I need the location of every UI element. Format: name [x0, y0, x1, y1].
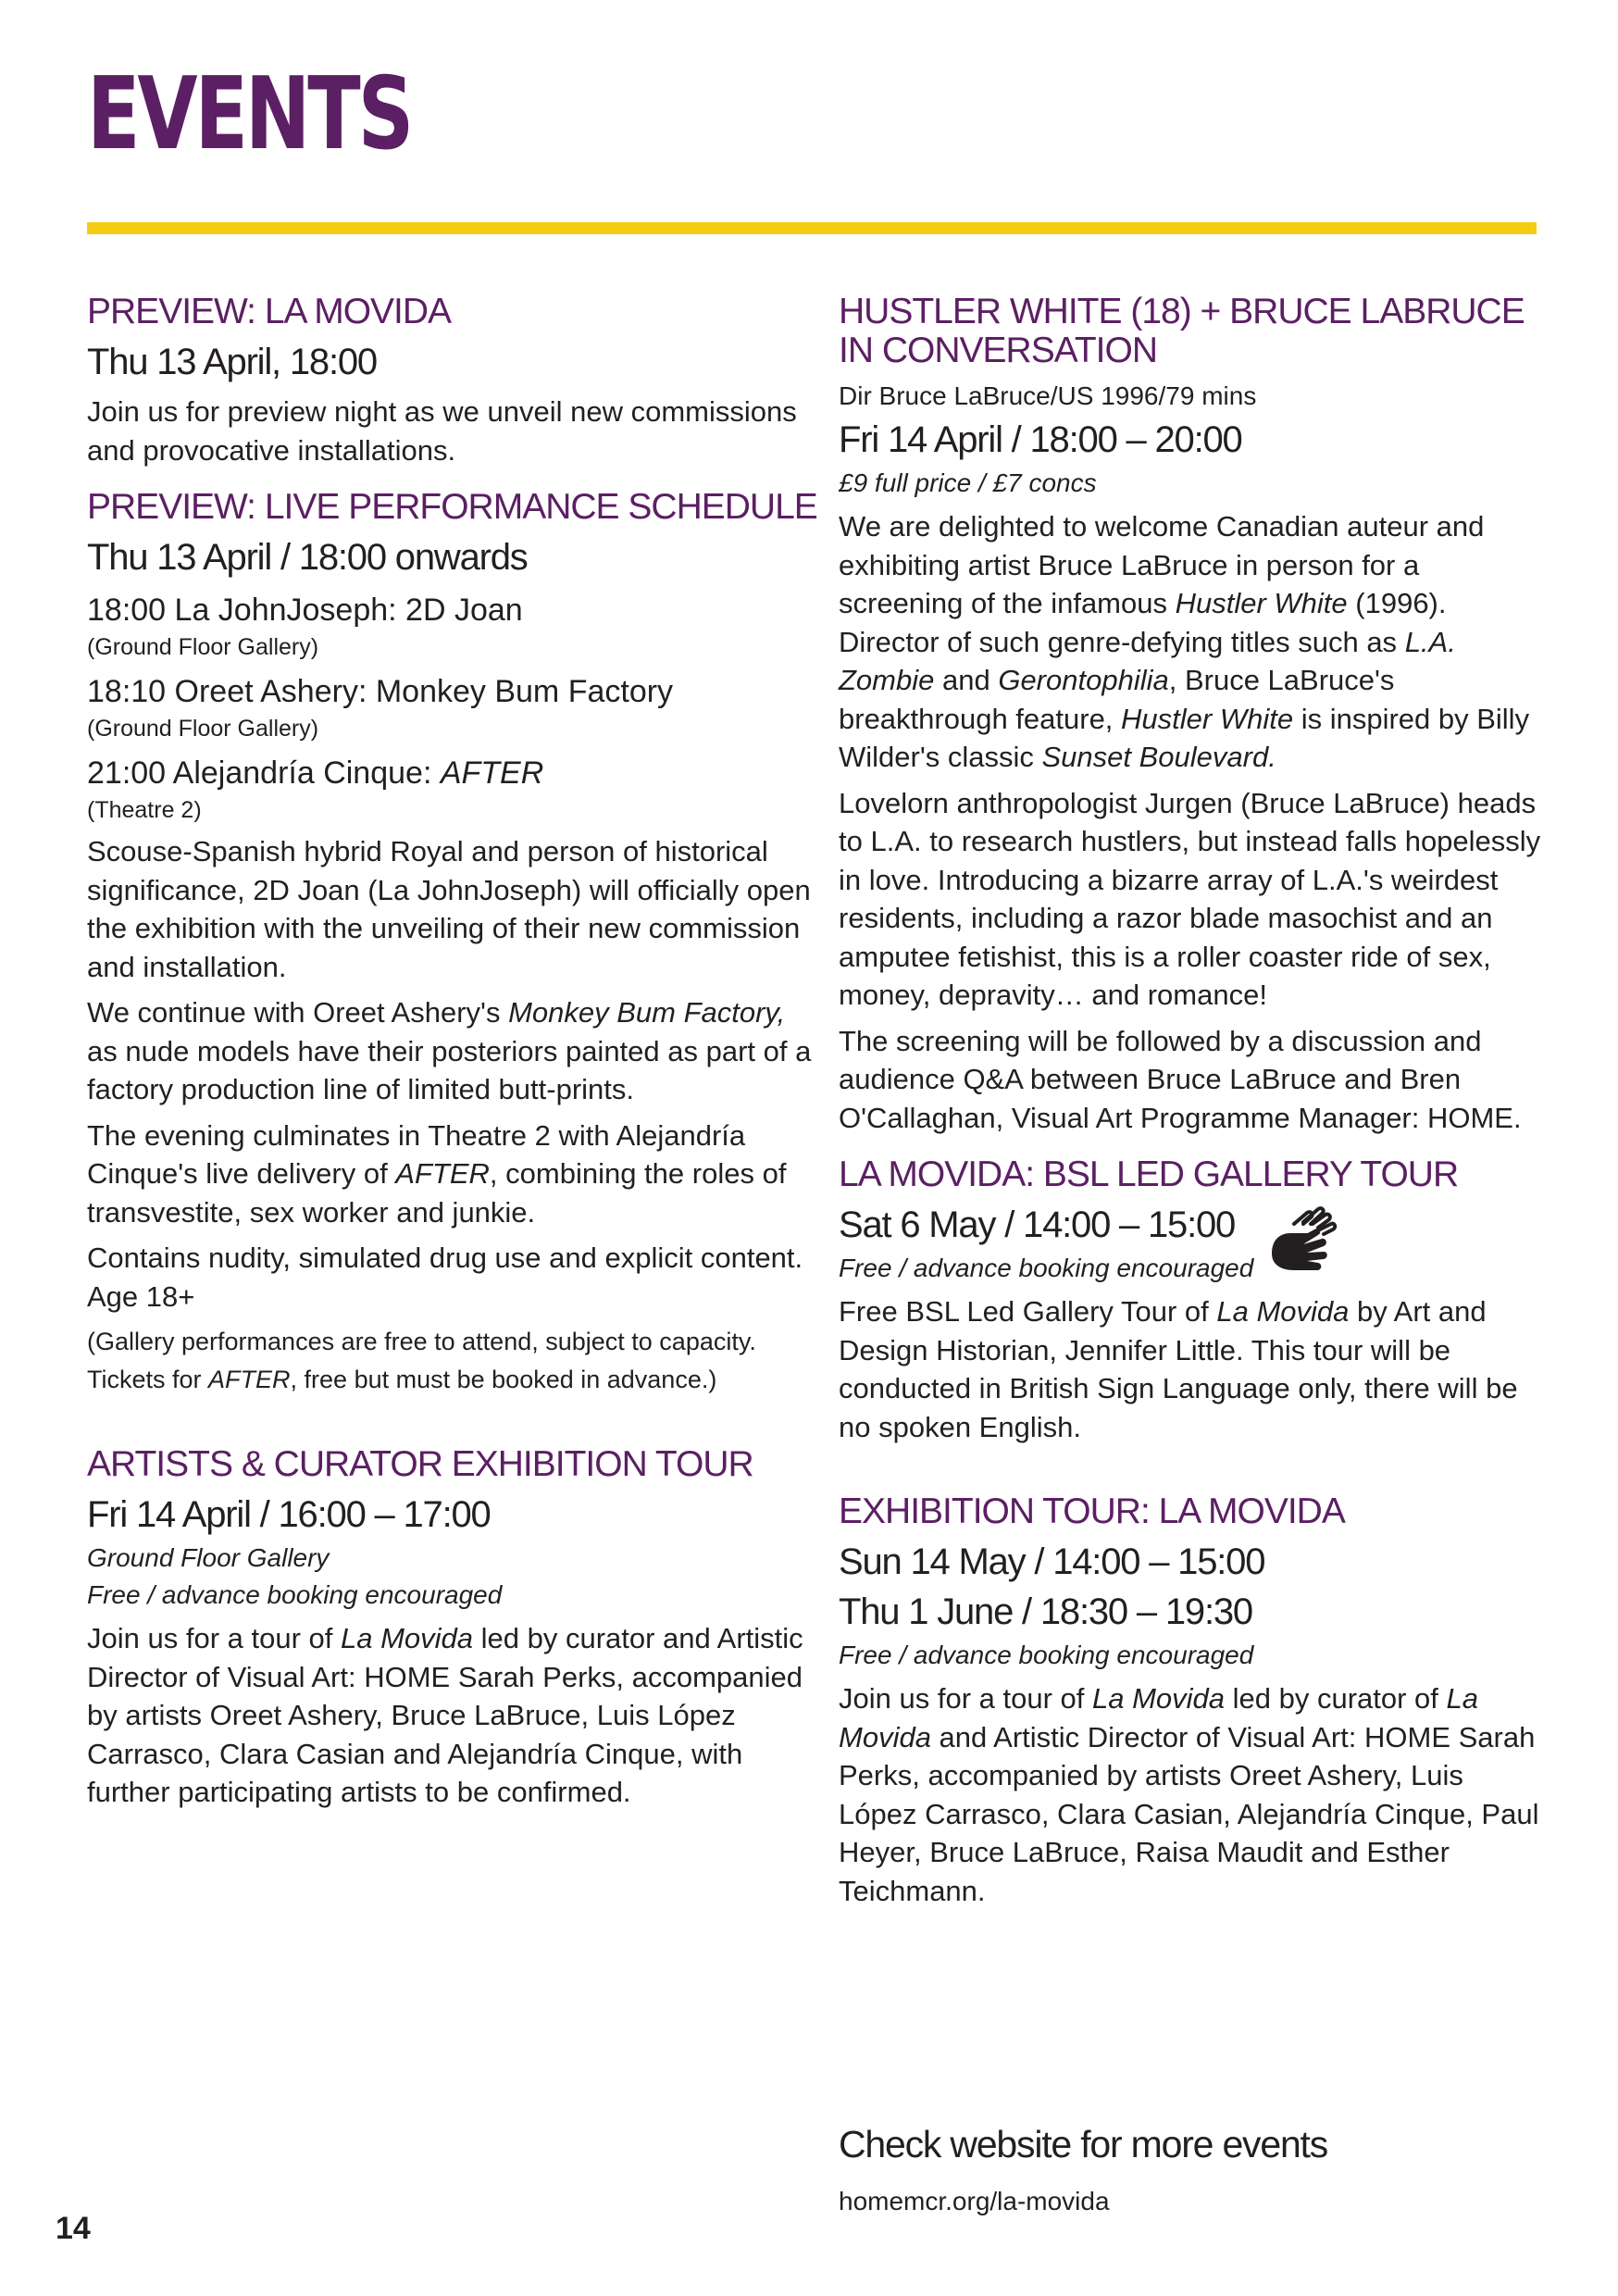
- text-run-italic: La Movida: [1091, 1682, 1226, 1715]
- schedule-item: 18:10 Oreet Ashery: Monkey Bum Factory: [87, 674, 674, 709]
- event-preview-la-movida: [87, 293, 818, 469]
- text-run-italic: Gerontophilia: [998, 664, 1169, 696]
- schedule-venue: (Theatre 2): [87, 797, 202, 823]
- page-number: 14: [56, 2211, 91, 2246]
- text-run-italic: Hustler White: [1175, 587, 1348, 619]
- ticket-price: £9 full price / £7 concs: [839, 468, 1097, 497]
- event-venue: Ground Floor Gallery: [87, 1543, 330, 1572]
- text-run: (1996). Director of such genre-defying titles such as: [839, 587, 1447, 658]
- text-run-italic: Monkey Bum Factory,: [508, 996, 786, 1029]
- event-hustler-white: [839, 293, 1542, 1137]
- text-run: , free but must be booked in advance.): [290, 1366, 717, 1393]
- text-run: and: [934, 664, 999, 696]
- event-title: HUSTLER WHITE (18) + BRUCE LABRUCE IN CONVERSATION: [839, 292, 1525, 370]
- text-run: Free BSL Led Gallery Tour of: [839, 1295, 1217, 1328]
- text-run: and Artistic Director of Visual Art: HOME Sarah Perks, accompanied by artists Oreet Ashery, Luis López Carrasco, Clara Casian, Alejandría Cinque, Paul Heyer, Bruce LaBruce, Raisa Maudit and Esther Teichmann.: [839, 1720, 1539, 1907]
- page-title: EVENTS: [87, 56, 412, 172]
- schedule-venue: (Ground Floor Gallery): [87, 634, 319, 660]
- event-date: Thu 13 April / 18:00 onwards: [87, 537, 528, 578]
- more-events-heading: Check website for more events: [839, 2123, 1328, 2165]
- text-run: led by curator of: [1225, 1682, 1447, 1715]
- event-bsl-gallery-tour: [839, 1155, 1542, 1446]
- event-artists-curator-tour: [87, 1445, 818, 1812]
- event-description: [87, 993, 818, 1109]
- website-link[interactable]: homemcr.org/la-movida: [839, 2187, 1110, 2215]
- text-run-italic: AFTER: [208, 1366, 291, 1393]
- text-run: , combining the roles of transvestite, sex worker and junkie.: [87, 1157, 787, 1229]
- bsl-date-row: [839, 1200, 1542, 1287]
- event-description: [839, 1679, 1542, 1910]
- schedule-item: [87, 753, 818, 793]
- text-run-italic: Sunset Boulevard.: [1041, 741, 1276, 773]
- text-run-italic: L.A. Zombie: [839, 625, 1456, 696]
- text-run-italic: La Movida: [340, 1622, 474, 1654]
- text-run-italic: AFTER: [395, 1157, 490, 1190]
- text-run-italic: Hustler White: [1121, 702, 1294, 735]
- event-live-performance-schedule: [87, 488, 818, 1399]
- text-run: We continue with Oreet Ashery's: [87, 996, 509, 1029]
- ticket-note: [87, 1323, 818, 1399]
- text-run: Join us for a tour of: [839, 1682, 1092, 1715]
- text-run: led by curator and Artistic Director of Visual Art: HOME Sarah Perks, accompanied by artists Oreet Ashery, Bruce LaBruce, Luis López Carrasco, Clara Casian and Alejandría Cinque, with further participating artists to be confirmed.: [87, 1622, 803, 1808]
- sign-language-icon: [1266, 1202, 1340, 1279]
- event-title: LA MOVIDA: BSL LED GALLERY TOUR: [839, 1154, 1459, 1194]
- event-exhibition-tour: [839, 1492, 1542, 1910]
- text-run: is inspired by Billy Wilder's classic: [839, 702, 1530, 773]
- event-date: Thu 13 April, 18:00: [87, 342, 377, 382]
- text-run: We are delighted to welcome Canadian auteur and exhibiting artist Bruce LaBruce in person for a screening of the infamous: [839, 510, 1485, 619]
- left-column: [87, 293, 818, 1830]
- event-description: [87, 1619, 818, 1812]
- text-run: as nude models have their posteriors painted as part of a factory production line of limited butt-prints.: [87, 1034, 812, 1105]
- event-title: PREVIEW: LIVE PERFORMANCE SCHEDULE: [87, 487, 817, 527]
- event-title: PREVIEW: LA MOVIDA: [87, 292, 452, 331]
- event-description: Join us for preview night as we unveil new commissions and provocative installations.: [87, 395, 797, 467]
- schedule-item: 18:00 La JohnJoseph: 2D Joan: [87, 593, 523, 628]
- event-description: Lovelorn anthropologist Jurgen (Bruce LaBruce) heads to L.A. to research hustlers, but instead falls hopelessly in love. Introducing a bizarre array of L.A.'s weirdest residents, including a razor blade masochist and an amputee fetishist, this is a roller coaster ride of sex, money, depravity… and romance!: [839, 786, 1541, 1011]
- event-booking: Free / advance booking encouraged: [839, 1254, 1254, 1282]
- schedule-item-title: AFTER: [440, 755, 544, 791]
- text-run: by Art and Design Historian, Jennifer Little. This tour will be conducted in British Sign Language only, there will be no spoken English.: [839, 1295, 1518, 1443]
- schedule-item-text: 21:00 Alejandría Cinque:: [87, 755, 441, 791]
- event-date: Sun 14 May / 14:00 – 15:00: [839, 1541, 1265, 1582]
- film-credit: Dir Bruce LaBruce/US 1996/79 mins: [839, 381, 1257, 410]
- event-description: [839, 507, 1542, 777]
- text-run-italic: La Movida: [1216, 1295, 1350, 1328]
- text-run: (Gallery performances are free to attend, subject to capacity. Tickets for: [87, 1328, 756, 1393]
- event-date: Thu 1 June / 18:30 – 19:30: [839, 1591, 1252, 1632]
- text-run: , Bruce LaBruce's breakthrough feature,: [839, 664, 1395, 735]
- event-booking: Free / advance booking encouraged: [87, 1580, 503, 1609]
- spacer: [87, 1417, 818, 1445]
- event-date: Fri 14 April / 16:00 – 17:00: [87, 1494, 491, 1535]
- event-description: [839, 1292, 1542, 1446]
- event-title: EXHIBITION TOUR: LA MOVIDA: [839, 1491, 1345, 1531]
- text-run-italic: La Movida: [839, 1682, 1479, 1753]
- event-date: Sat 6 May / 14:00 – 15:00: [839, 1204, 1236, 1245]
- event-description: [87, 1117, 818, 1232]
- event-description: Scouse-Spanish hybrid Royal and person of historical significance, 2D Joan (La JohnJoseph) will officially open the exhibition with the unveiling of their new commission and installation.: [87, 835, 811, 983]
- event-description: The screening will be followed by a discussion and audience Q&A between Bruce LaBruce and Bren O'Callaghan, Visual Art Programme Manager: HOME.: [839, 1024, 1522, 1134]
- content-warning: Contains nudity, simulated drug use and explicit content. Age 18+: [87, 1242, 803, 1313]
- event-date: Fri 14 April / 18:00 – 20:00: [839, 419, 1242, 460]
- header-divider: [87, 222, 1537, 234]
- schedule-venue: (Ground Floor Gallery): [87, 716, 319, 742]
- event-title: ARTISTS & CURATOR EXHIBITION TOUR: [87, 1444, 753, 1484]
- right-column: [839, 293, 1542, 1928]
- event-booking: Free / advance booking encouraged: [839, 1641, 1254, 1669]
- spacer: [839, 1465, 1542, 1492]
- text-run: The evening culminates in Theatre 2 with Alejandría Cinque's live delivery of: [87, 1118, 746, 1190]
- text-run: Join us for a tour of: [87, 1622, 341, 1654]
